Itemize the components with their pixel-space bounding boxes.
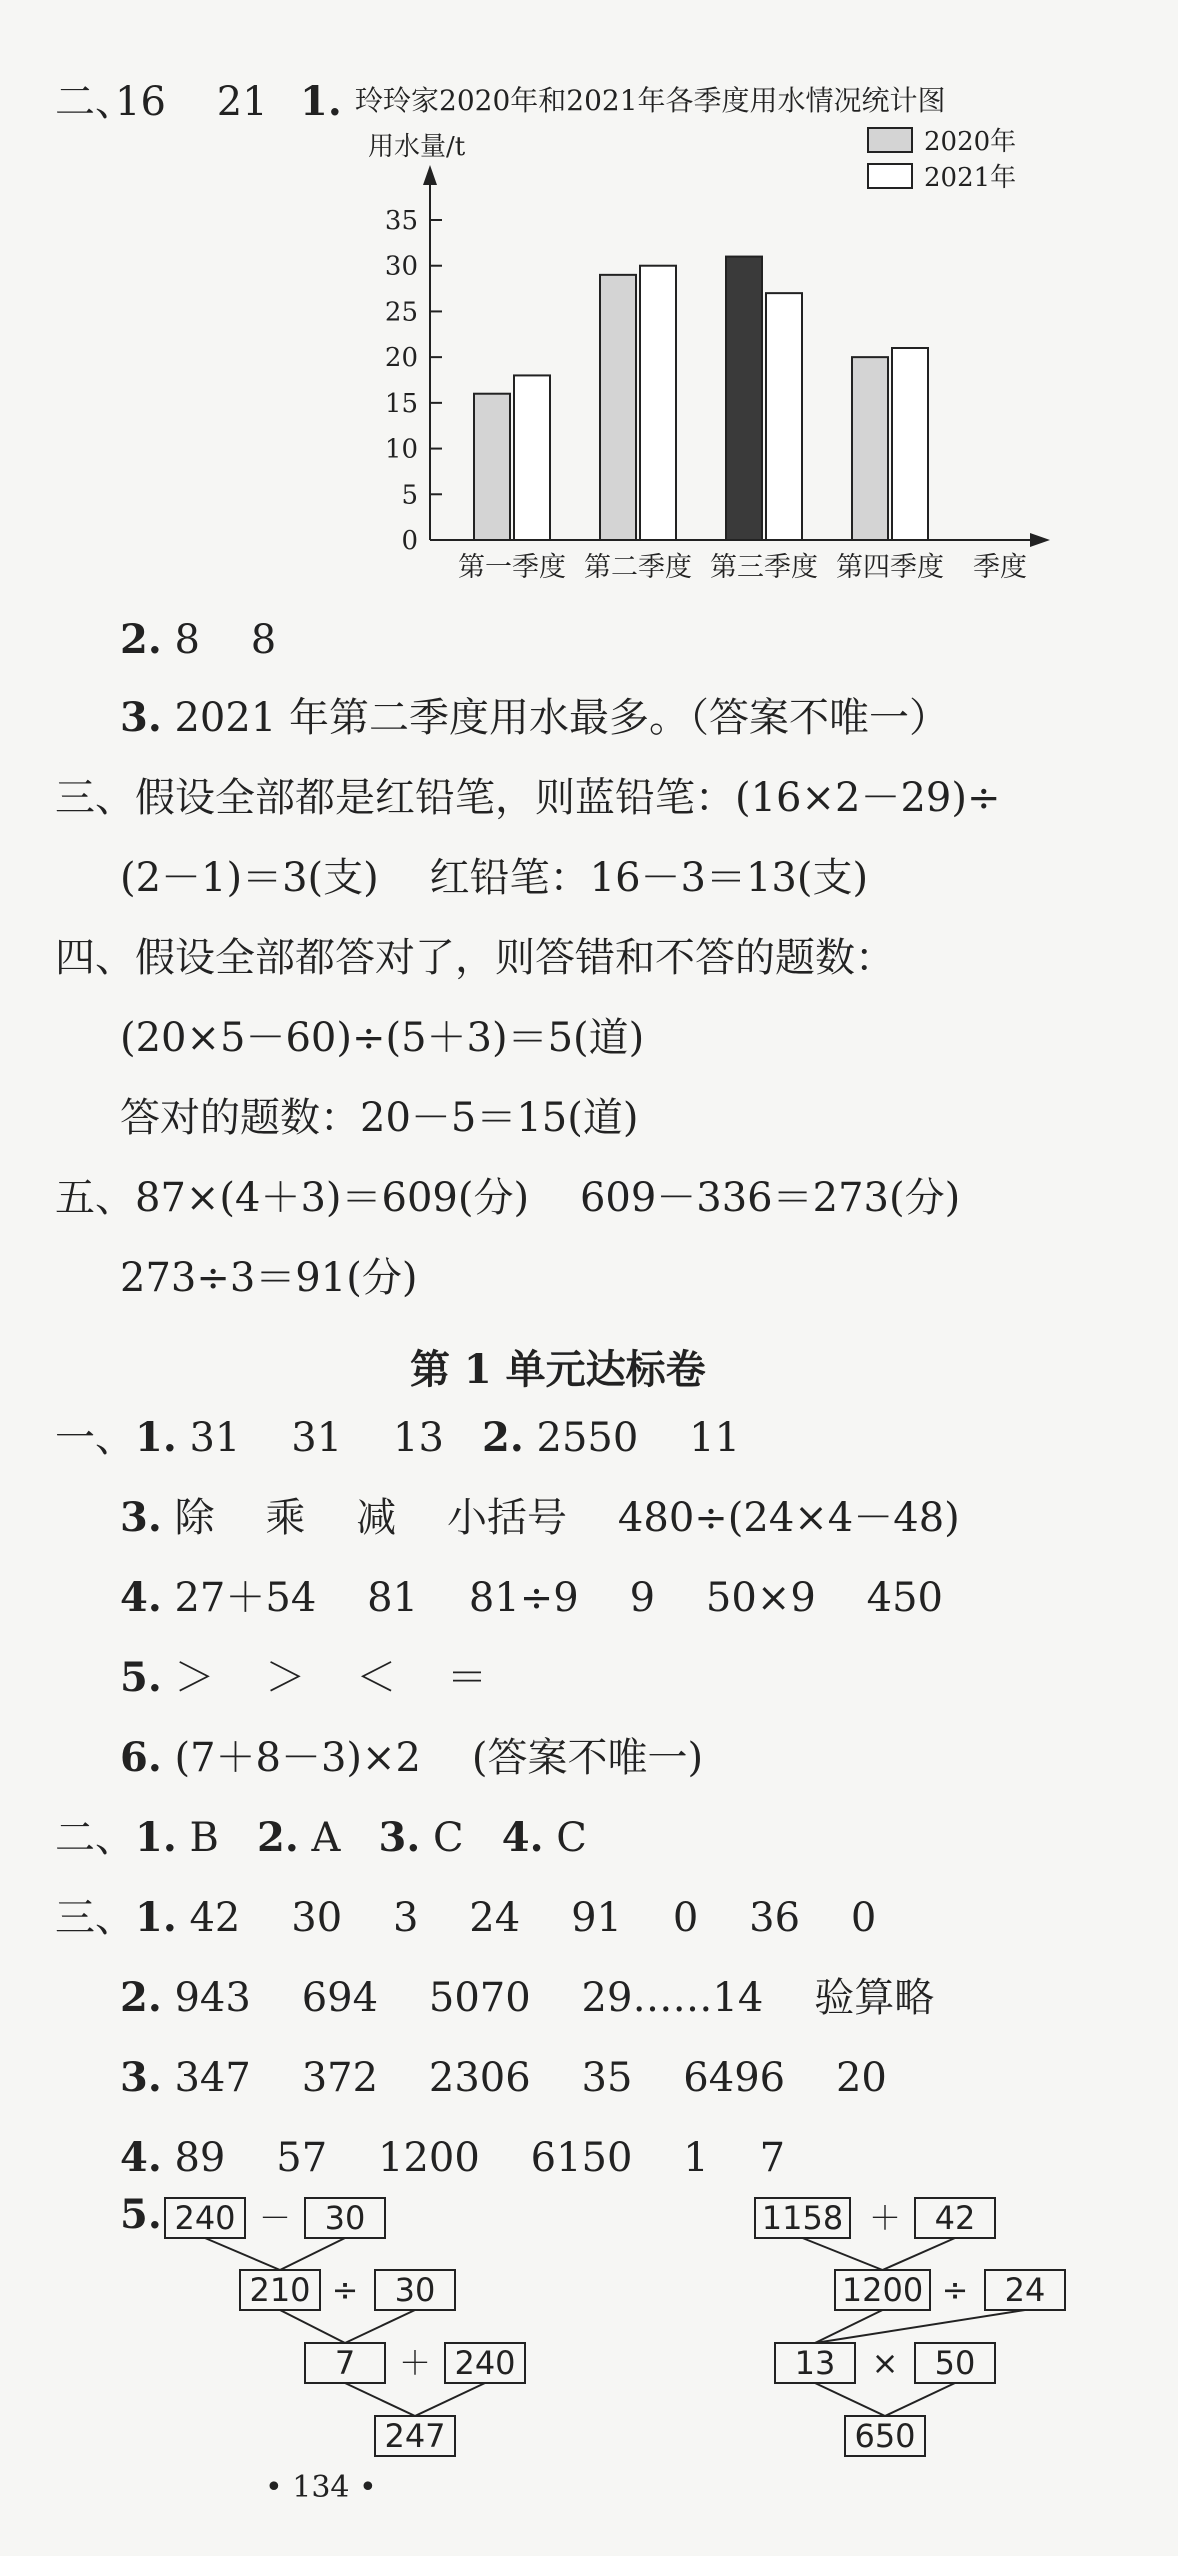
unit-1-line-5: 5. ＞ ＞ ＜ ＝	[120, 1654, 488, 1701]
unit-1-line-1: 一、1. 31 31 13 2. 2550 11	[55, 1414, 741, 1461]
y-tick-label: 25	[384, 297, 418, 328]
category-label: 第二季度	[584, 552, 692, 583]
box-value: 650	[854, 2417, 916, 2455]
box-value: 13	[794, 2344, 836, 2382]
bar-2020	[726, 257, 762, 540]
connector	[815, 2383, 885, 2416]
unit-1-line-4: 4. 27＋54 81 81÷9 9 50×9 450	[120, 1574, 943, 1621]
section-5-line-1: 五、87×(4＋3)＝609(分) 609－336＝273(分)	[55, 1175, 961, 1221]
bar-2021	[640, 266, 676, 540]
section-5-line-2: 273÷3＝91(分)	[120, 1255, 418, 1301]
bar-2020	[600, 275, 636, 540]
y-axis-arrow	[423, 165, 437, 185]
box-value: 1200	[841, 2271, 924, 2309]
legend-swatch	[868, 128, 912, 152]
bar-2020	[474, 394, 510, 540]
connector	[885, 2383, 955, 2416]
calculation-trees	[0, 2180, 1178, 2480]
answer-3: 3. 2021 年第二季度用水最多。（答案不唯一）	[120, 694, 949, 741]
y-axis-label: 用水量/t	[368, 132, 466, 162]
unit-3-line-4: 4. 89 57 1200 6150 1 7	[120, 2134, 786, 2181]
x-axis-label: 季度	[973, 552, 1027, 583]
y-tick-label: 15	[384, 388, 418, 419]
connector	[205, 2238, 280, 2270]
section-2-values: 16 21	[115, 79, 268, 125]
connector	[803, 2238, 883, 2270]
box-value: 30	[324, 2199, 366, 2237]
box-value: 240	[454, 2344, 516, 2382]
bar-2020	[852, 357, 888, 540]
unit-2-line-1: 二、1. B 2. A 3. C 4. C	[55, 1814, 587, 1861]
section-4-line-1: 四、假设全部都答对了，则答错和不答的题数：	[55, 935, 895, 981]
bar-2021	[514, 375, 550, 540]
question-1-number: 1.	[300, 78, 342, 125]
category-label: 第四季度	[836, 552, 944, 583]
category-label: 第三季度	[710, 552, 818, 583]
section-2-label: 二、	[55, 79, 135, 125]
unit-1-line-6: 6. (7＋8－3)×2 (答案不唯一)	[120, 1734, 704, 1781]
bar-2021	[892, 348, 928, 540]
connector	[280, 2310, 345, 2343]
y-tick-label: 35	[384, 206, 418, 236]
box-value: 24	[1004, 2271, 1046, 2309]
box-value: 247	[384, 2417, 446, 2455]
unit-title: 第 1 单元达标卷	[410, 1346, 706, 1393]
legend-swatch	[868, 164, 912, 188]
connector	[345, 2383, 415, 2416]
operator: ÷	[941, 2271, 969, 2309]
page-number: • 134 •	[265, 2470, 377, 2505]
chart-title: 玲玲家2020年和2021年各季度用水情况统计图	[355, 84, 946, 117]
box-value: 1158	[761, 2199, 844, 2237]
answer-2: 2. 8 8	[120, 616, 277, 663]
unit-3-line-1: 三、1. 42 30 3 24 91 0 36 0	[55, 1894, 877, 1941]
box-value: 7	[334, 2344, 356, 2382]
box-value: 50	[934, 2344, 976, 2382]
unit-1-line-3: 3. 除 乘 减 小括号 480÷(24×4－48)	[120, 1494, 960, 1541]
category-label: 第一季度	[458, 552, 566, 583]
box-value: 210	[249, 2271, 311, 2309]
y-tick-label: 30	[384, 251, 418, 282]
operator: －	[258, 2199, 292, 2237]
box-value: 42	[934, 2199, 976, 2237]
legend-label: 2021年	[924, 163, 1017, 193]
y-tick-label: 0	[401, 526, 418, 556]
operator: ＋	[868, 2199, 902, 2237]
operator: ×	[871, 2344, 899, 2382]
operator: ÷	[331, 2271, 359, 2309]
operator: ＋	[398, 2344, 432, 2382]
connector	[345, 2310, 415, 2343]
section-3-line-1: 三、假设全部都是红铅笔，则蓝铅笔：(16×2－29)÷	[55, 775, 1001, 821]
x-axis-arrow	[1030, 533, 1050, 547]
connector	[415, 2383, 485, 2416]
box-value: 30	[394, 2271, 436, 2309]
unit-3-line-3: 3. 347 372 2306 35 6496 20	[120, 2054, 887, 2101]
connector	[280, 2238, 345, 2270]
bar-2021	[766, 293, 802, 540]
box-value: 240	[174, 2199, 236, 2237]
section-4-line-3: 答对的题数：20－5＝15(道)	[120, 1095, 639, 1141]
y-tick-label: 5	[401, 480, 418, 511]
y-tick-label: 10	[384, 434, 418, 465]
water-usage-bar-chart	[0, 0, 1178, 600]
connector	[883, 2238, 956, 2270]
section-4-line-2: (20×5－60)÷(5＋3)＝5(道)	[120, 1015, 645, 1061]
question-5-number: 5.	[120, 2191, 162, 2238]
unit-3-line-2: 2. 943 694 5070 29……14 验算略	[120, 1974, 935, 2021]
section-3-line-2: (2－1)＝3(支) 红铅笔：16－3＝13(支)	[120, 855, 869, 901]
y-tick-label: 20	[384, 343, 418, 374]
legend-label: 2020年	[924, 127, 1017, 157]
